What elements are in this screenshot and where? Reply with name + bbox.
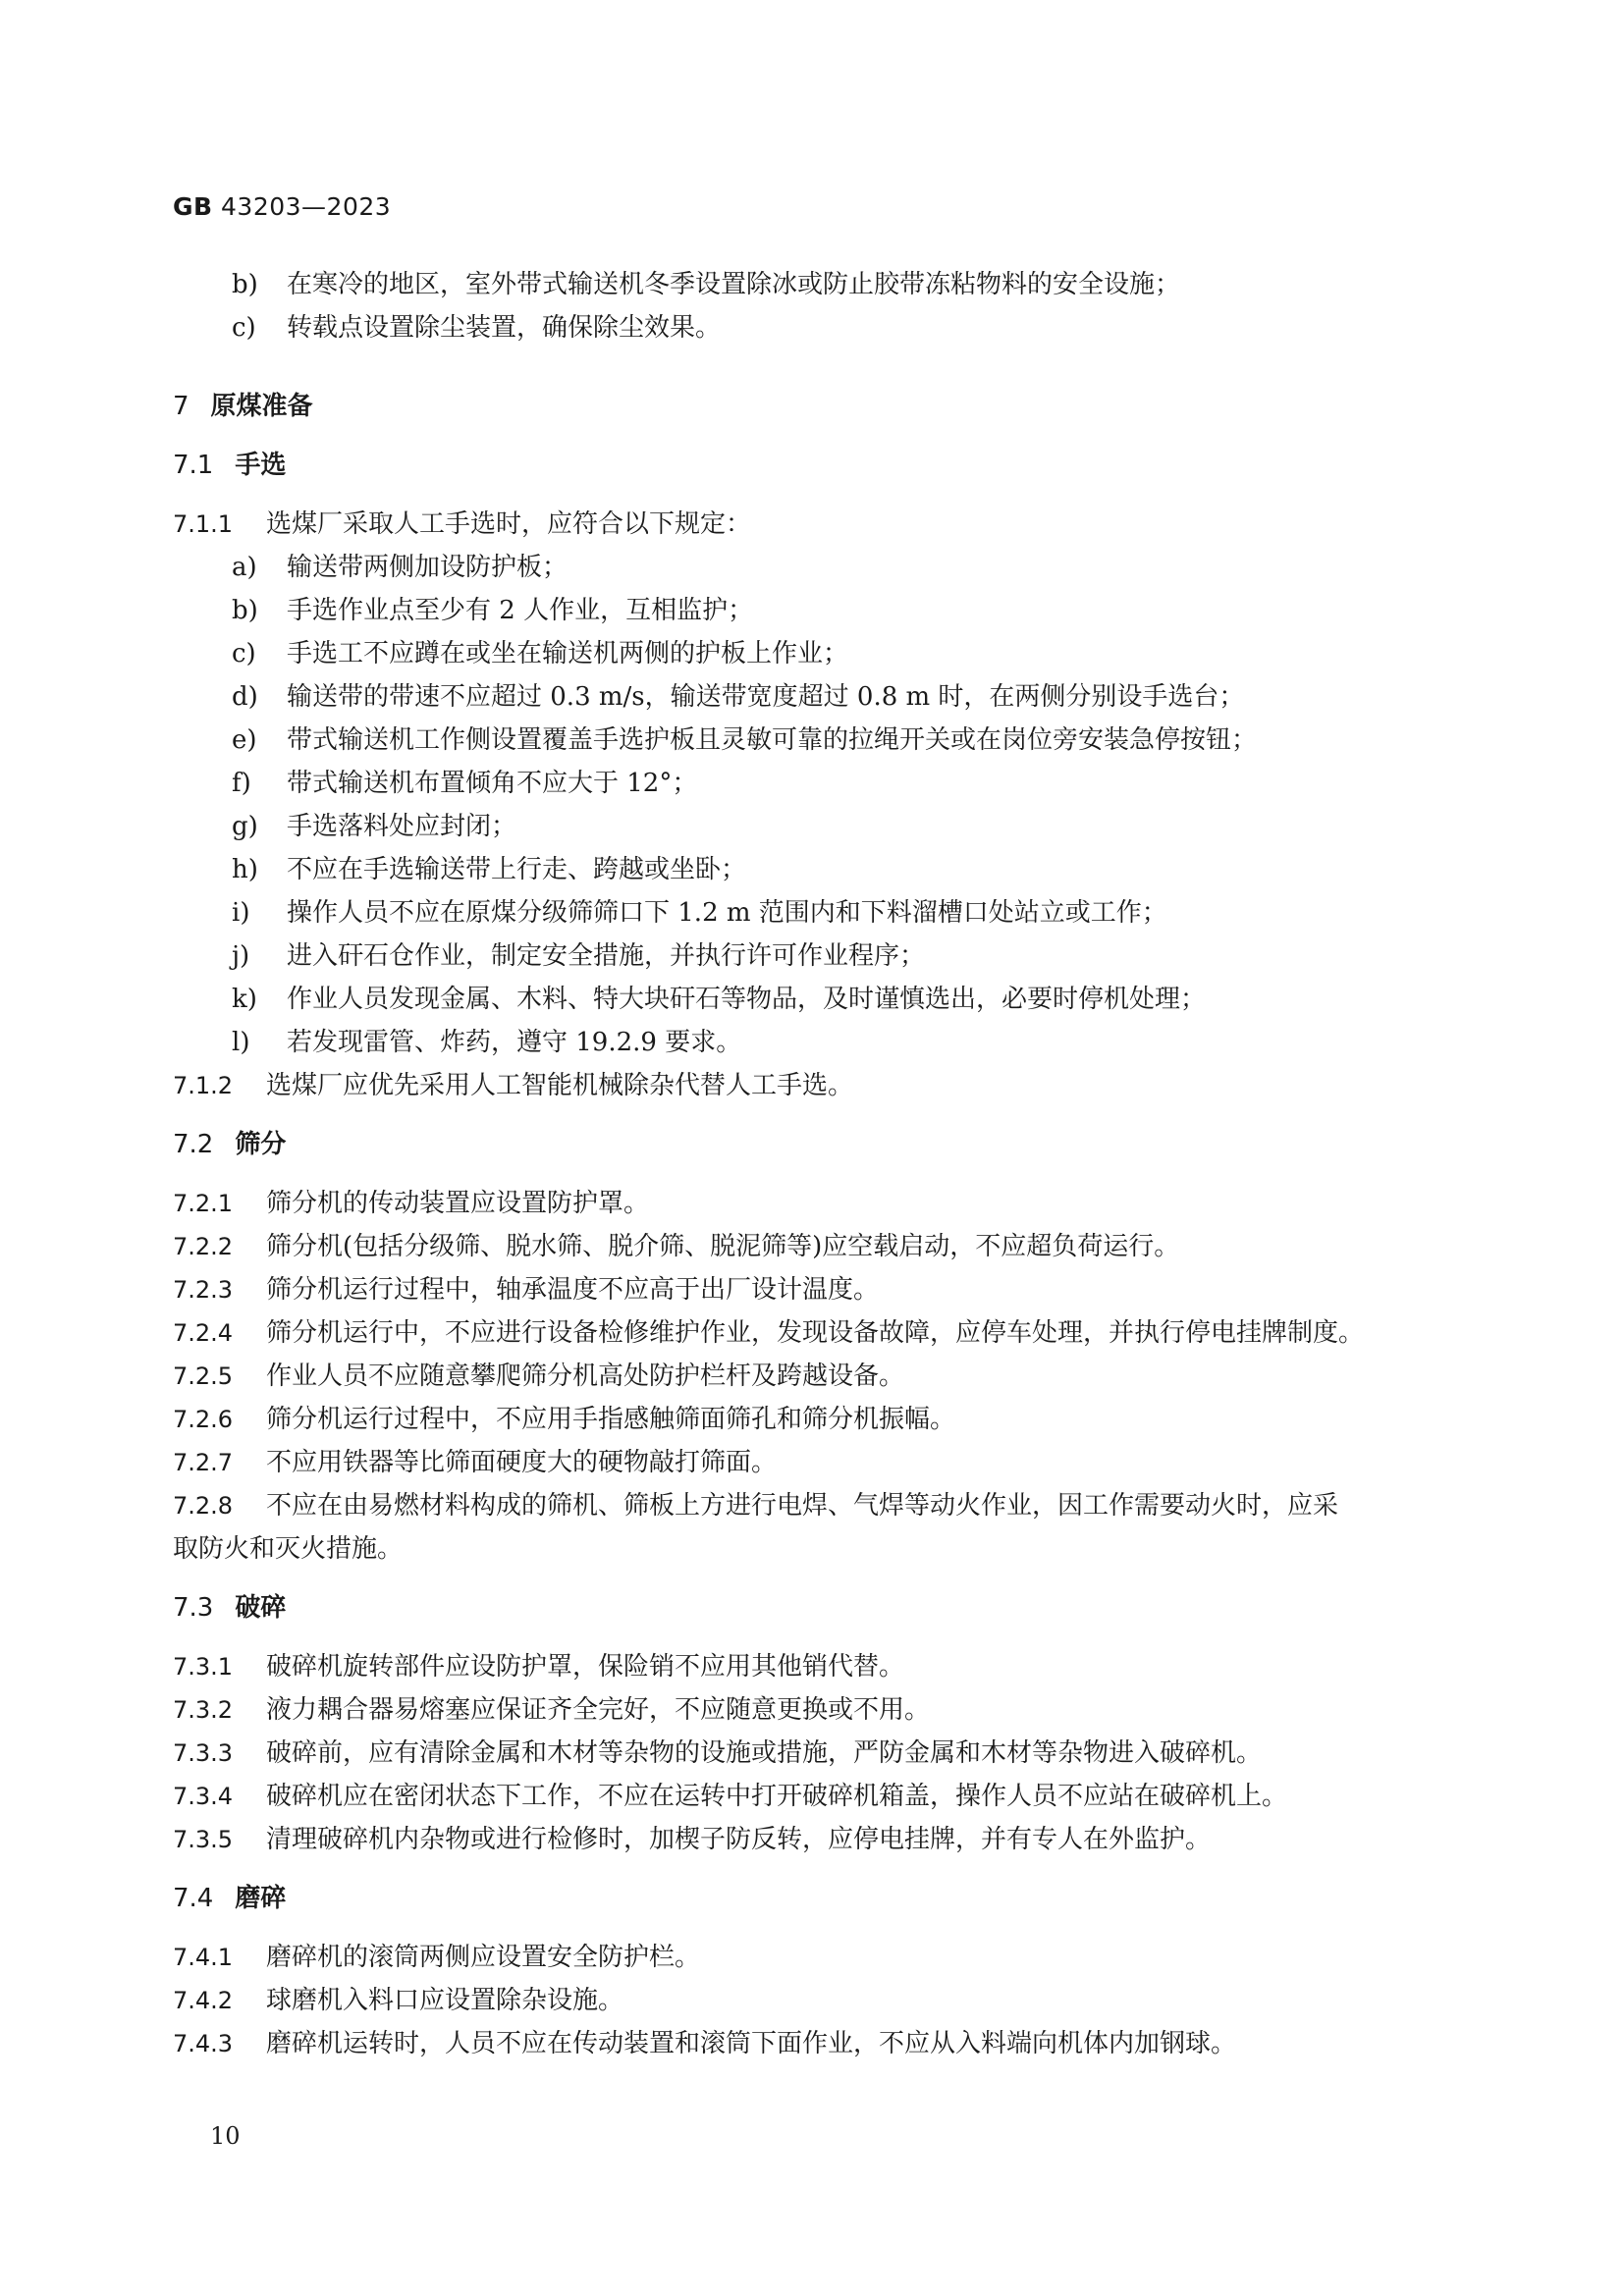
clause-text: 不应在由易燃材料构成的筛机、筛板上方进行电焊、气焊等动火作业，因工作需要动火时，应采: [266, 1491, 1339, 1521]
item-label: j): [232, 941, 250, 971]
clause-text: 选煤厂采取人工手选时，应符合以下规定：: [266, 509, 752, 539]
item-text: 进入矸石仓作业，制定安全措施，并执行许可作业程序；: [287, 941, 926, 971]
clause: [173, 1979, 1449, 2022]
clause-text: 筛分机运行过程中，轴承温度不应高于出厂设计温度。: [266, 1275, 880, 1305]
clause-number: 7.2.5: [173, 1362, 234, 1390]
item-text: 带式输送机布置倾角不应大于 12°；: [287, 769, 698, 798]
clause-number: 7.2.3: [173, 1276, 234, 1304]
item-label: e): [232, 725, 257, 755]
section-number: 7.4: [173, 1884, 214, 1913]
list-item: [173, 632, 1449, 675]
clause-number: 7.1.2: [173, 1072, 234, 1099]
list-item: [173, 848, 1449, 891]
clause-number: 7.2.6: [173, 1406, 234, 1433]
clause: [173, 2022, 1449, 2065]
list-item: [173, 546, 1449, 589]
item-text: 在寒冷的地区，室外带式输送机冬季设置除冰或防止胶带冻粘物料的安全设施；: [287, 270, 1181, 299]
item-text: 带式输送机工作侧设置覆盖手选护板且灵敏可靠的拉绳开关或在岗位旁安装急停按钮；: [287, 725, 1258, 755]
clause-text: 选煤厂应优先采用人工智能机械除杂代替人工手选。: [266, 1071, 854, 1100]
list-item: [173, 589, 1449, 632]
clause-text: 作业人员不应随意攀爬筛分机高处防护栏杆及跨越设备。: [266, 1362, 905, 1391]
item-text: 转载点设置除尘装置，确保除尘效果。: [287, 313, 722, 343]
clause-number: 7.3.4: [173, 1783, 234, 1810]
chapter-heading: [173, 385, 1449, 428]
clause-number: 7.1.1: [173, 510, 234, 538]
document-body: [173, 263, 1449, 2065]
item-text: 输送带的带速不应超过 0.3 m/s，输送带宽度超过 0.8 m 时，在两侧分别设手选台；: [287, 682, 1245, 712]
item-text: 操作人员不应在原煤分级筛筛口下 1.2 m 范围内和下料溜槽口处站立或工作；: [287, 898, 1167, 928]
section-title: 磨碎: [235, 1884, 287, 1913]
list-item: [173, 675, 1449, 719]
list-item: [173, 719, 1449, 762]
section-heading: [173, 444, 1449, 487]
item-label: b): [232, 270, 258, 299]
item-label: l): [232, 1028, 250, 1057]
clause: [173, 1936, 1449, 1979]
clause-number: 7.2.4: [173, 1319, 234, 1347]
item-text: 不应在手选输送带上行走、跨越或坐卧；: [287, 855, 747, 884]
clause: [173, 1225, 1449, 1268]
clause: [173, 1311, 1449, 1355]
clause-number: 7.2.7: [173, 1449, 234, 1476]
list-item: [173, 306, 1449, 349]
clause-text: 不应用铁器等比筛面硬度大的硬物敲打筛面。: [266, 1448, 778, 1477]
clause-text: 破碎前，应有清除金属和木材等杂物的设施或措施，严防金属和木材等杂物进入破碎机。: [266, 1738, 1263, 1768]
clause-text: 筛分机运行过程中，不应用手指感触筛面筛孔和筛分机振幅。: [266, 1405, 956, 1434]
clause-text: 清理破碎机内杂物或进行检修时，加楔子防反转，应停电挂牌，并有专人在外监护。: [266, 1825, 1212, 1854]
standard-code: GB: [173, 192, 213, 221]
clause-number: 7.2.8: [173, 1492, 234, 1520]
clause-text: 磨碎机运转时，人员不应在传动装置和滚筒下面作业，不应从入料端向机体内加钢球。: [266, 2029, 1237, 2058]
clause: [173, 1182, 1449, 1225]
item-label: b): [232, 596, 258, 625]
item-label: k): [232, 985, 257, 1014]
page-number: 10: [210, 2122, 241, 2150]
section-title: 手选: [235, 451, 287, 480]
clause: [173, 1818, 1449, 1861]
clause-number: 7.4.1: [173, 1944, 234, 1971]
clause-text: 筛分机(包括分级筛、脱水筛、脱介筛、脱泥筛等)应空载启动，不应超负荷运行。: [266, 1232, 1180, 1261]
clause-text: 破碎机旋转部件应设防护罩，保险销不应用其他销代替。: [266, 1652, 905, 1682]
section-number: 7.3: [173, 1593, 214, 1623]
item-text: 输送带两侧加设防护板；: [287, 553, 568, 582]
item-label: h): [232, 855, 258, 884]
clause: [173, 1398, 1449, 1441]
item-text: 若发现雷管、炸药，遵守 19.2.9 要求。: [287, 1028, 742, 1057]
clause-number: 7.4.2: [173, 1987, 234, 2014]
section-heading: [173, 1586, 1449, 1629]
clause: [173, 1688, 1449, 1732]
list-item: [173, 891, 1449, 934]
clause-text: 筛分机运行中，不应进行设备检修维护作业，发现设备故障，应停车处理，并执行停电挂牌制度。: [266, 1318, 1365, 1348]
clause-text: 破碎机应在密闭状态下工作，不应在运转中打开破碎机箱盖，操作人员不应站在破碎机上。: [266, 1782, 1288, 1811]
list-item: [173, 762, 1449, 805]
item-text: 手选作业点至少有 2 人作业，互相监护；: [287, 596, 754, 625]
clause: [173, 1268, 1449, 1311]
section-number: 7.2: [173, 1130, 214, 1159]
standard-header: [173, 192, 391, 221]
clause-number: 7.3.2: [173, 1696, 234, 1724]
clause-number: 7.3.3: [173, 1739, 234, 1767]
clause: [173, 1645, 1449, 1688]
list-item: [173, 978, 1449, 1021]
clause-number: 7.3.5: [173, 1826, 234, 1853]
list-item: [173, 263, 1449, 306]
section-heading: [173, 1123, 1449, 1166]
clause-text: 球磨机入料口应设置除杂设施。: [266, 1986, 624, 2015]
section-number: 7.1: [173, 451, 214, 480]
clause-number: 7.3.1: [173, 1653, 234, 1681]
clause: [173, 1064, 1449, 1107]
list-item: [173, 934, 1449, 978]
clause-text: 磨碎机的滚筒两侧应设置安全防护栏。: [266, 1943, 701, 1972]
item-label: c): [232, 639, 256, 668]
item-text: 手选工不应蹲在或坐在输送机两侧的护板上作业；: [287, 639, 849, 668]
clause: [173, 503, 1449, 546]
clause-continuation: 取防火和灭火措施。: [173, 1534, 404, 1564]
section-title: 筛分: [235, 1130, 287, 1159]
clause-number: 7.4.3: [173, 2030, 234, 2057]
item-label: i): [232, 898, 250, 928]
item-label: a): [232, 553, 257, 582]
item-label: d): [232, 682, 258, 712]
clause: [173, 1484, 1449, 1527]
clause-number: 7.2.1: [173, 1190, 234, 1217]
clause: [173, 1775, 1449, 1818]
item-label: c): [232, 313, 256, 343]
list-item: [173, 1021, 1449, 1064]
clause: [173, 1441, 1449, 1484]
item-text: 作业人员发现金属、木料、特大块矸石等物品，及时谨慎选出，必要时停机处理；: [287, 985, 1207, 1014]
list-item: [173, 805, 1449, 848]
chapter-number: 7: [173, 392, 189, 421]
standard-number: 43203—2023: [221, 192, 392, 221]
item-text: 手选落料处应封闭；: [287, 812, 517, 841]
clause-number: 7.2.2: [173, 1233, 234, 1260]
item-label: f): [232, 769, 251, 798]
item-label: g): [232, 812, 258, 841]
clause: [173, 1355, 1449, 1398]
clause: [173, 1732, 1449, 1775]
clause-text: 筛分机的传动装置应设置防护罩。: [266, 1189, 650, 1218]
section-heading: [173, 1877, 1449, 1920]
clause-text: 液力耦合器易熔塞应保证齐全完好，不应随意更换或不用。: [266, 1695, 931, 1725]
section-title: 破碎: [235, 1593, 287, 1623]
chapter-title: 原煤准备: [210, 392, 313, 421]
